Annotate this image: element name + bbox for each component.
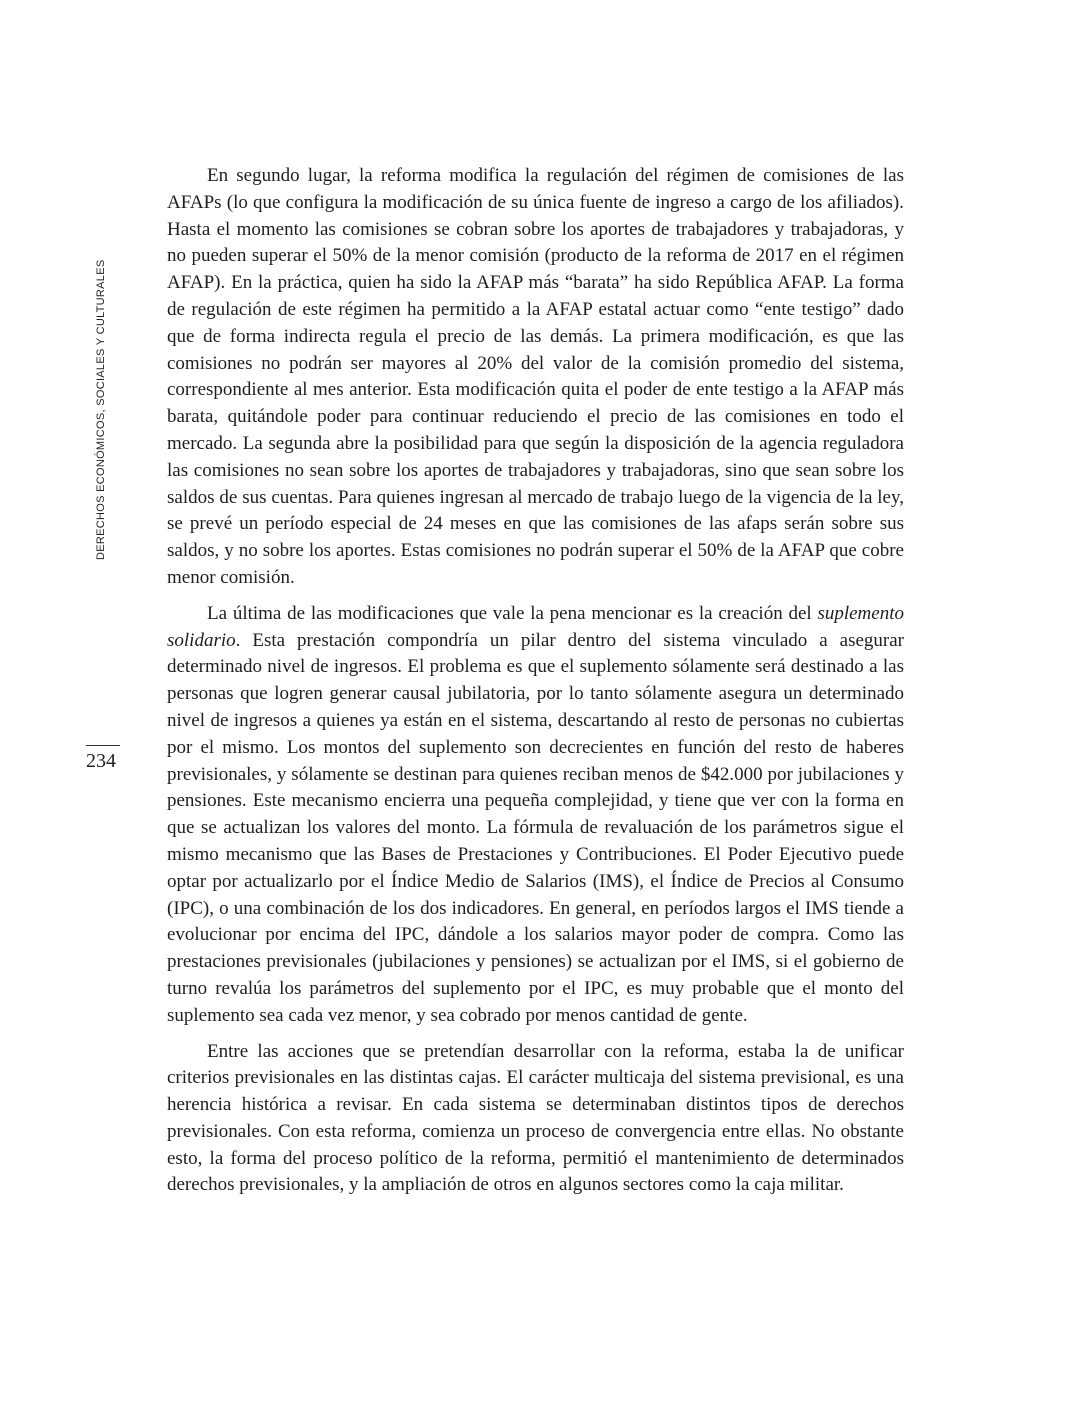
paragraph-2-italic-term: suplemento solidario [167,602,904,651]
paragraph-1: En segundo lugar, la reforma modifica la regulación del régimen de comisiones de las AFAPs (lo que configura la modificación de su única fuente de ingreso a cargo de los afiliados). Hasta el momento las comisiones se cobran sobre los aportes de trabajadores y trabajadoras, y no pueden superar el 50% de la menor comisión (producto de la reforma de 2017 en el régimen AFAP). En la práctica, quien ha sido la AFAP más “barata” ha sido República AFAP. La forma de regulación de este régimen ha permitido a la AFAP estatal actuar como “ente testigo” dado que de forma indirecta regula el precio de las demás. La primera modificación, es que las comisiones no podrán ser mayores al 20% del valor de la comisión promedio del sistema, correspondiente al mes anterior. Esta modificación quita el poder de ente testigo a la AFAP más barata, quitándole poder para continuar reduciendo el precio de las comisiones en todo el mercado. La segunda abre la posibilidad para que según la disposición de la agencia reguladora las comisiones no sean sobre los aportes de trabajadores y trabajadoras, sino que sean sobre los saldos de sus cuentas. Para quienes ingresan al mercado de trabajo luego de la vigencia de la ley, se prevé un período especial de 24 meses en que las comisiones de las afaps serán sobre sus saldos, y no sobre los aportes. Estas comisiones no podrán superar el 50% de la AFAP que cobre menor comisión. [167,165,904,588]
body-text [167,163,904,1208]
page-number-rule [86,745,120,746]
paragraph-2 [167,601,904,1030]
paragraph-3: Entre las acciones que se pretendían desarrollar con la reforma, estaba la de unificar criterios previsionales en las distintas cajas. El carácter multicaja del sistema previsional, es una herencia histórica a revisar. En cada sistema se determinaban distintos tipos de derechos previsionales. Con esta reforma, comienza un proceso de convergencia entre ellas. No obstante esto, la forma del proceso político de la reforma, permitió el mantenimiento de determinados derechos previsionales, y la ampliación de otros en algunos sectores como la caja militar. [167,1040,904,1196]
running-head: DERECHOS ECONÓMICOS, SOCIALES Y CULTURALES [95,259,107,560]
paragraph-2-text-start: La última de las modificaciones que vale la pena mencionar es la creación del [207,602,818,624]
page-number: 234 [86,750,116,772]
paragraph-2-text-end: . Esta prestación compondría un pilar dentro del sistema vinculado a asegurar determinado nivel de ingresos. El problema es que el suplemento sólamente será destinado a las personas que logren generar causal jubilatoria, por lo tanto sólamente asegura un determinado nivel de ingresos a quienes ya están en el sistema, descartando al resto de personas no cubiertas por el mismo. Los montos del suplemento son decrecientes en función del resto de haberes previsionales, y sólamente se destinan para quienes reciban menos de $42.000 por jubilaciones y pensiones. Este mecanismo encierra una pequeña complejidad, y tiene que ver con la forma en que se actualizan los valores del monto. La fórmula de revaluación de los parámetros sigue el mismo mecanismo que las Bases de Prestaciones y Contribuciones. El Poder Ejecutivo puede optar por actualizarlo por el Índice Medio de Salarios (IMS), el Índice de Precios al Consumo (IPC), o una combinación de los dos indicadores. En general, en períodos largos el IMS tiende a evolucionar por encima del IPC, dándole a los salarios mayor poder de compra. Como las prestaciones previsionales (jubilaciones y pensiones) se actualizan por el IMS, si el gobierno de turno revalúa los parámetros del suplemento por el IPC, es muy probable que el monto del suplemento sea cada vez menor, y sea cobrado por menos cantidad de gente. [167,629,904,1026]
